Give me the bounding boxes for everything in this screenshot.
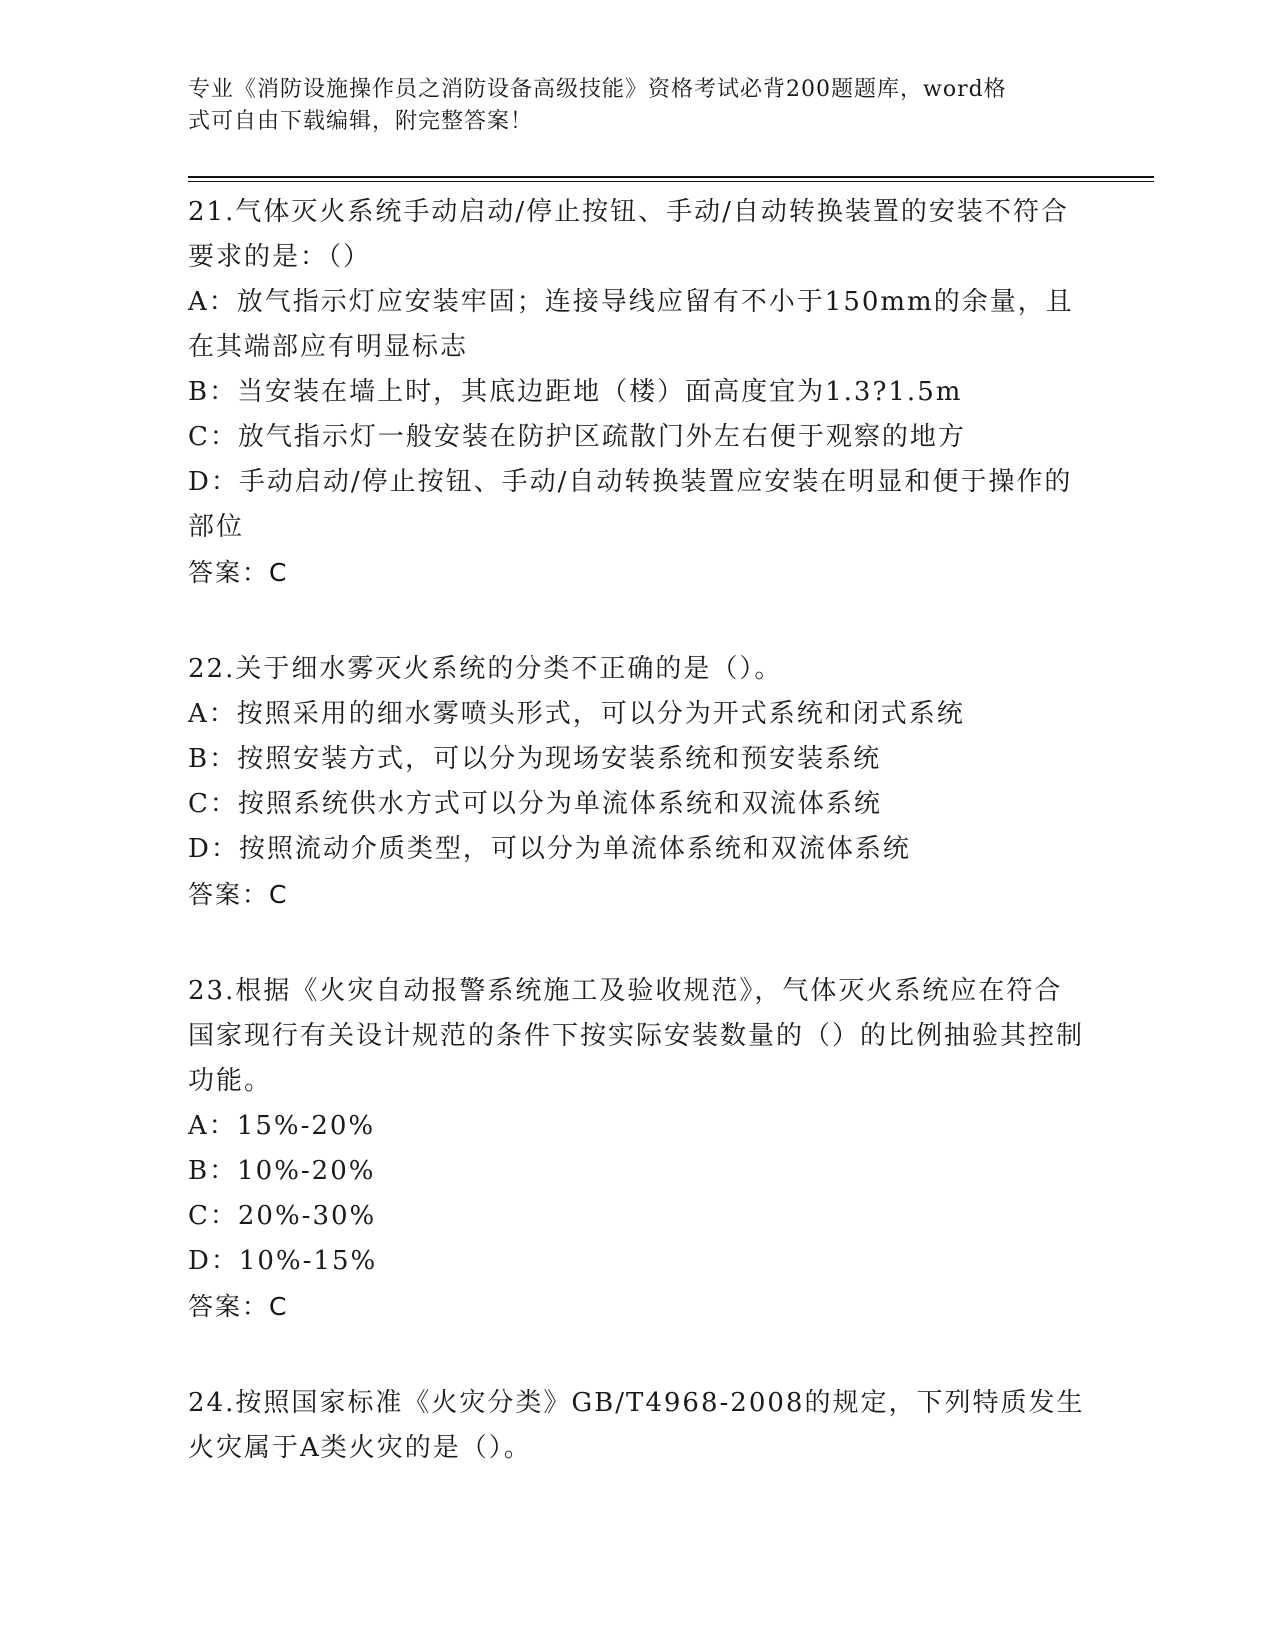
option-b: B：当安装在墙上时，其底边距地（楼）面高度宜为1.3?1.5m bbox=[188, 377, 963, 407]
option-b: B：按照安装方式，可以分为现场安装系统和预安装系统 bbox=[188, 744, 882, 774]
header-divider-thin bbox=[188, 181, 1154, 182]
option-b: B：10%-20% bbox=[188, 1156, 376, 1186]
option-d: D：手动启动/停止按钮、手动/自动转换装置应安装在明显和便于操作的部位 bbox=[188, 467, 1073, 542]
option-d: D：10%-15% bbox=[188, 1246, 378, 1276]
answer-line: 答案：C bbox=[188, 558, 289, 587]
header-divider-thick bbox=[188, 176, 1154, 178]
option-c: C：放气指示灯一般安装在防护区疏散门外左右便于观察的地方 bbox=[188, 422, 966, 452]
option-a: A：按照采用的细水雾喷头形式，可以分为开式系统和闭式系统 bbox=[188, 699, 965, 729]
question-stem: 21.气体灭火系统手动启动/停止按钮、手动/自动转换装置的安装不符合要求的是：（） bbox=[188, 197, 1069, 272]
answer-line: 答案：C bbox=[188, 1292, 289, 1321]
question-stem: 24.按照国家标准《火灾分类》GB/T4968-2008的规定，下列特质发生火灾属于A类火灾的是（）。 bbox=[188, 1388, 1085, 1463]
option-a: A：15%-20% bbox=[188, 1111, 376, 1141]
question-22 bbox=[188, 647, 1088, 917]
question-23 bbox=[188, 969, 1088, 1329]
question-list bbox=[188, 190, 1088, 1523]
header-line-1: 专业《消防设施操作员之消防设备高级技能》资格考试必背200题题库，word格 bbox=[188, 77, 1007, 102]
question-24 bbox=[188, 1381, 1088, 1471]
document-header bbox=[188, 74, 1068, 138]
option-d: D：按照流动介质类型，可以分为单流体系统和双流体系统 bbox=[188, 834, 911, 864]
header-line-2: 式可自由下载编辑，附完整答案！ bbox=[188, 109, 534, 134]
question-stem: 23.根据《火灾自动报警系统施工及验收规范》，气体灭火系统应在符合国家现行有关设计规范的条件下按实际安装数量的（）的比例抽验其控制功能。 bbox=[188, 976, 1085, 1096]
question-stem: 22.关于细水雾灭火系统的分类不正确的是（）。 bbox=[188, 654, 783, 684]
option-c: C：按照系统供水方式可以分为单流体系统和双流体系统 bbox=[188, 789, 882, 819]
option-c: C：20%-30% bbox=[188, 1201, 377, 1231]
question-21 bbox=[188, 190, 1088, 595]
option-a: A：放气指示灯应安装牢固；连接导线应留有不小于150mm的余量，且在其端部应有明显标志 bbox=[188, 287, 1074, 362]
answer-line: 答案：C bbox=[188, 880, 289, 909]
